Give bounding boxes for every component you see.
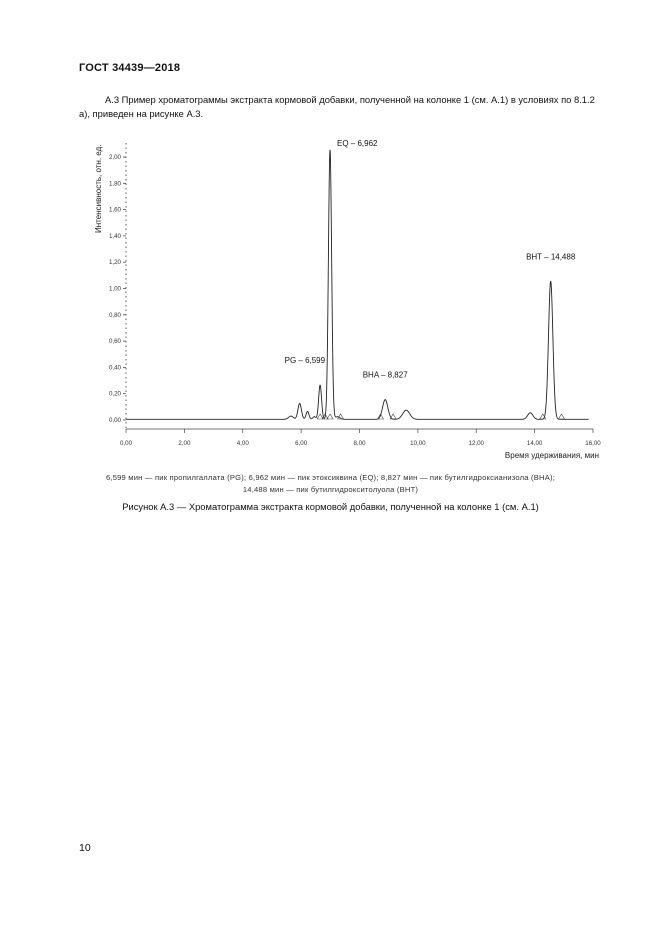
x-tick-label: 16,00 [585,440,601,447]
x-tick-label: 10,00 [410,440,426,447]
peak-label: BHA – 8,827 [362,370,408,380]
legend-line-2: 14,488 мин — пик бутилгидрокситолуола (BHT) [242,485,419,494]
x-tick-label: 6,00 [295,440,308,447]
y-axis-label: Интенсивность, отн. ед. [94,144,103,233]
y-tick-label: 0,60 [108,338,121,346]
y-tick-label: 1,60 [108,206,121,214]
y-tick-label: 1,00 [108,285,121,293]
figure-caption: Рисунок А.3 — Хроматограмма экстракта кормовой добавки, полученной на колонке 1 (см. А.1) [122,501,539,512]
y-tick-label: 1,20 [108,259,121,267]
y-tick-label: 0,40 [108,364,121,372]
peak-label: PG – 6,599 [284,356,326,366]
chromatogram-trace [126,150,589,420]
x-tick-label: 4,00 [236,440,249,447]
x-tick-label: 12,00 [468,440,484,447]
baseline-marker-icon [558,414,564,419]
x-tick-label: 14,00 [526,440,543,447]
y-tick-label: 0,20 [108,390,121,398]
peak-label: EQ – 6,962 [337,138,378,148]
page-number: 10 [79,842,91,854]
y-tick-label: 1,80 [108,180,121,188]
x-axis-label: Время удерживания, мин [504,451,599,460]
y-tick-label: 1,40 [108,232,121,240]
figure-legend [60,472,601,496]
y-tick-label: 2,00 [108,154,121,161]
y-axis-ticks [109,154,126,424]
x-axis-ticks [120,429,601,447]
chart-axes [126,140,593,429]
standard-header: ГОСТ 34439—2018 [79,62,181,74]
y-tick-label: 0,00 [108,417,121,424]
peak-label: BHT – 14,488 [526,252,576,262]
x-tick-label: 0,00 [119,440,133,447]
legend-line-1: 6,599 мин — пик пропилгаллата (PG); 6,962 мин — пик этоксиквина (EQ); 8,827 мин — пик бутилгидроксианизола (BHA); [105,473,556,482]
intro-paragraph: А.3 Пример хроматограммы экстракта кормовой добавки, полученной на колонке 1 (см. А.1) в условиях по 8.1.2 а), приведен на рисунке А.3. [79,94,595,119]
y-tick-label: 0,80 [108,311,121,319]
x-tick-label: 8,00 [353,440,366,447]
x-tick-label: 2,00 [178,440,191,447]
